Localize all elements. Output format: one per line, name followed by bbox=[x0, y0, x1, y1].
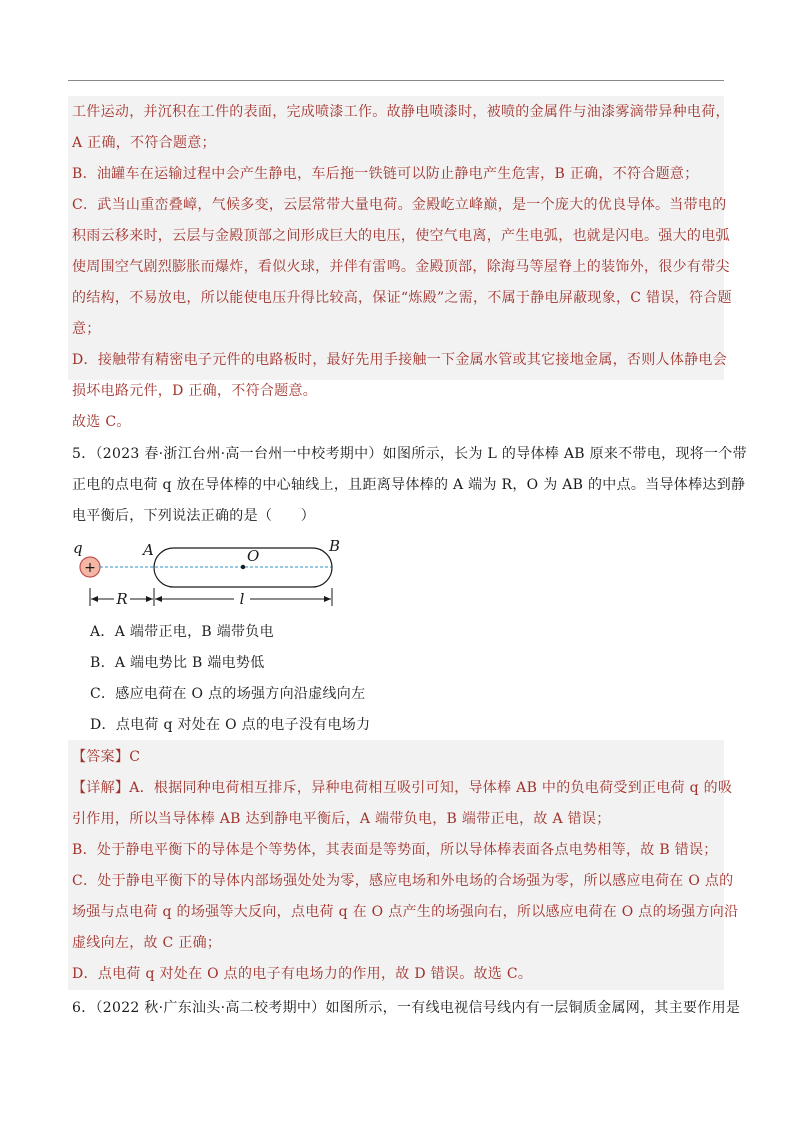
option-c: C．感应电荷在 O 点的场强方向沿虚线向左 bbox=[90, 686, 366, 702]
option-a: A．A 端带正电，B 端带负电 bbox=[90, 624, 274, 640]
dim-r-label: R bbox=[116, 590, 128, 608]
answer-text-line: 使周围空气剧烈膨胀而爆炸，看似火球，并伴有雷鸣。金殿顶部，除海马等屋脊上的装饰外，很少有带尖 bbox=[72, 259, 730, 275]
answer-text-line: 损坏电路元件，D 正确，不符合题意。 bbox=[72, 383, 318, 399]
answer-text-line: B．油罐车在运输过程中会产生静电，车后拖一铁链可以防止静电产生危害，B 正确，不符合题意； bbox=[72, 166, 699, 182]
answer-text-line: A 正确，不符合题意； bbox=[72, 135, 216, 151]
answer-text-line: C．武当山重峦叠嶂，气候多变，云层常带大量电荷。金殿屹立峰巅，是一个庞大的优良导体。当带电的 bbox=[72, 197, 727, 213]
dim-arrow bbox=[324, 596, 331, 602]
dim-arrow bbox=[91, 596, 98, 602]
answer-text-line: 意； bbox=[72, 321, 101, 337]
question-text-line: 6．（2022 秋·广东汕头·高二校考期中）如图所示，一有线电视信号线内有一层铜质金属网，其主要作用是 bbox=[72, 1000, 741, 1016]
answer-text-line: 工件运动，并沉积在工件的表面，完成喷漆工作。故静电喷漆时，被喷的金属件与油漆雾滴带异种电荷， bbox=[72, 104, 730, 120]
option-d: D．点电荷 q 对处在 O 点的电子没有电场力 bbox=[90, 717, 371, 733]
dim-l-label: l bbox=[239, 590, 245, 608]
dim-arrow bbox=[146, 596, 153, 602]
detail-text-line: 引作用，所以当导体棒 AB 达到静电平衡后，A 端带负电，B 端带正电，故 A 错误； bbox=[72, 811, 611, 827]
detail-text-line: 虚线向左，故 C 正确； bbox=[72, 935, 222, 951]
question-text-line: 正电的点电荷 q 放在导体棒的中心轴线上，且距离导体棒的 A 端为 R，O 为 AB 的中点。当导体棒达到静 bbox=[72, 477, 746, 493]
question-text-line: 电平衡后，下列说法正确的是（ ） bbox=[72, 508, 316, 524]
detail-text-line: D．点电荷 q 对处在 O 点的电子有电场力的作用，故 D 错误。故选 C。 bbox=[72, 966, 533, 982]
charge-q-label: q bbox=[73, 539, 83, 557]
plus-sign: + bbox=[84, 560, 96, 576]
detail-text-line: B．处于静电平衡下的导体是个等势体，其表面是等势面，所以导体棒表面各点电势相等，故 B 错误； bbox=[72, 842, 718, 858]
answer-label: 【答案】C bbox=[72, 749, 141, 765]
detail-text-line: C．处于静电平衡下的导体内部场强处处为零，感应电场和外电场的合场强为零，所以感应电荷在 O 点的 bbox=[72, 873, 734, 889]
midpoint-o-label: O bbox=[247, 547, 260, 565]
question-text-line: 5．（2023 春·浙江台州·高一台州一中校考期中）如图所示，长为 L 的导体棒 AB 原来不带电，现将一个带 bbox=[72, 446, 747, 462]
answer-text-line: D．接触带有精密电子元件的电路板时，最好先用手接触一下金属水管或其它接地金属，否则人体静电会 bbox=[72, 352, 728, 368]
midpoint-o-dot bbox=[241, 565, 245, 569]
end-a-label: A bbox=[143, 541, 154, 559]
answer-text-line: 积雨云移来时，云层与金殿顶部之间形成巨大的电压，使空气电离，产生电弧，也就是闪电。强大的电弧 bbox=[72, 228, 730, 244]
end-b-label: B bbox=[329, 537, 341, 555]
header-rule bbox=[68, 80, 724, 81]
detail-text-line: 场强与点电荷 q 的场强等大反向，点电荷 q 在 O 点产生的场强向右，所以感应电荷在 O 点的场强方向沿 bbox=[72, 904, 739, 920]
conductor-rod-figure bbox=[70, 536, 360, 616]
option-b: B．A 端电势比 B 端电势低 bbox=[90, 655, 265, 671]
dim-arrow bbox=[155, 596, 162, 602]
answer-text-line: 的结构，不易放电，所以能使电压升得比较高，保证“炼殿”之需，不属于静电屏蔽现象，C 错误，符合题 bbox=[72, 290, 732, 306]
answer-text-line: 故选 C。 bbox=[72, 414, 131, 430]
detail-text-line: 【详解】A．根据同种电荷相互排斥，异种电荷相互吸引可知，导体棒 AB 中的负电荷受到正电荷 q 的吸 bbox=[72, 780, 733, 796]
